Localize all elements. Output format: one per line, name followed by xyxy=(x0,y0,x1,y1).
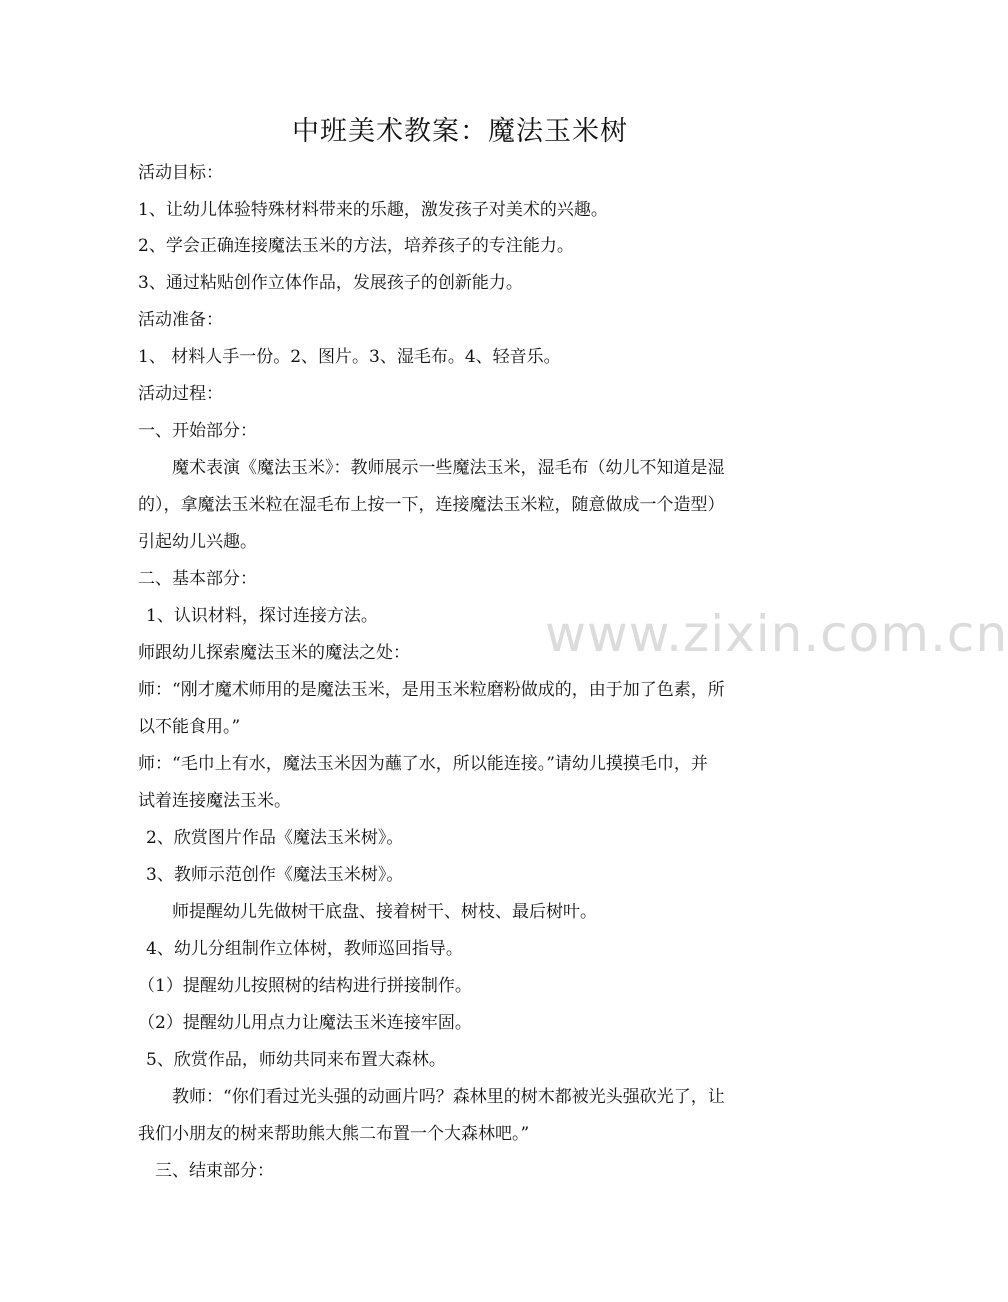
step-item-2: 2、欣赏图片作品《魔法玉米树》。 xyxy=(146,828,404,848)
goal-item-3: 3、通过粘贴创作立体作品，发展孩子的创新能力。 xyxy=(138,273,523,293)
watermark-text: www.zixin.com.cn xyxy=(545,605,1008,663)
preparation-items: 1、 材料人手一份。2、图片。3、湿毛布。4、轻音乐。 xyxy=(138,347,561,367)
paragraph-line: 师提醒幼儿先做树干底盘、接着树干、树枝、最后树叶。 xyxy=(172,902,597,922)
step-item-3: 3、教师示范创作《魔法玉米树》。 xyxy=(146,865,404,885)
paragraph-line: 的），拿魔法玉米粒在湿毛布上按一下，连接魔法玉米粒，随意做成一个造型） xyxy=(138,495,725,515)
sub-item-2: （2）提醒幼儿用点力让魔法玉米连接牢固。 xyxy=(138,1013,472,1033)
step-item-5: 5、欣赏作品，师幼共同来布置大森林。 xyxy=(146,1050,446,1070)
heading-activity-process: 活动过程： xyxy=(138,384,223,404)
section-heading-end: 三、结束部分： xyxy=(155,1161,274,1181)
goal-item-2: 2、学会正确连接魔法玉米的方法，培养孩子的专注能力。 xyxy=(138,236,574,256)
paragraph-line: 引起幼儿兴趣。 xyxy=(138,532,257,552)
dialogue-line: 师：“毛巾上有水，魔法玉米因为蘸了水，所以能连接。”请幼儿摸摸毛巾，并 xyxy=(138,754,708,774)
dialogue-line: 教师：“你们看过光头强的动画片吗？森林里的树木都被光头强砍光了，让 xyxy=(172,1087,725,1107)
document-title: 中班美术教案：魔法玉米树 xyxy=(292,116,628,147)
paragraph-line: 魔术表演《魔法玉米》：教师展示一些魔法玉米，湿毛布（幼儿不知道是湿 xyxy=(172,458,725,478)
heading-activity-goals: 活动目标： xyxy=(138,163,223,183)
sub-item-1: （1）提醒幼儿按照树的结构进行拼接制作。 xyxy=(138,976,472,996)
step-item-1: 1、认识材料，探讨连接方法。 xyxy=(146,606,378,626)
heading-activity-preparation: 活动准备： xyxy=(138,310,223,330)
dialogue-line: 试着连接魔法玉米。 xyxy=(138,791,291,811)
dialogue-line: 以不能食用。” xyxy=(138,717,241,737)
section-heading-basic: 二、基本部分： xyxy=(138,569,257,589)
dialogue-line: 我们小朋友的树来帮助熊大熊二布置一个大森林吧。” xyxy=(138,1124,530,1144)
section-heading-start: 一、开始部分： xyxy=(138,421,257,441)
dialogue-line: 师：“刚才魔术师用的是魔法玉米，是用玉米粒磨粉做成的，由于加了色素，所 xyxy=(138,680,725,700)
paragraph-line: 师跟幼儿探索魔法玉米的魔法之处： xyxy=(138,643,410,663)
goal-item-1: 1、让幼儿体验特殊材料带来的乐趣，激发孩子对美术的兴趣。 xyxy=(138,200,608,220)
step-item-4: 4、幼儿分组制作立体树，教师巡回指导。 xyxy=(146,939,463,959)
